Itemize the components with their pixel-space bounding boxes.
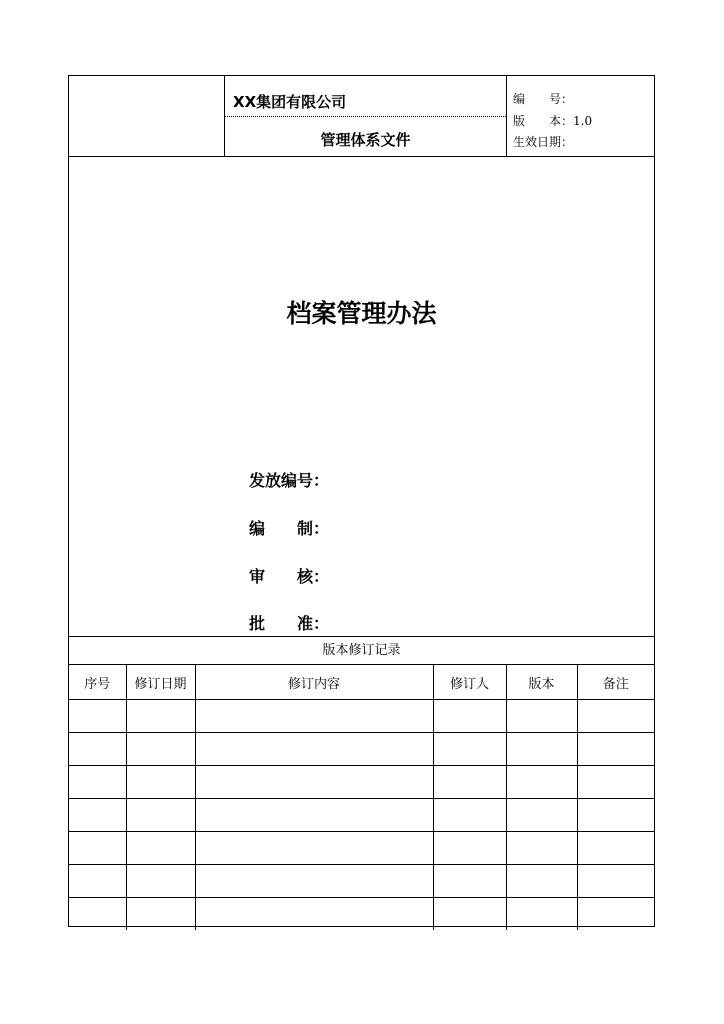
table-cell [433, 766, 506, 799]
table-cell [433, 733, 506, 766]
header-divider [225, 116, 506, 117]
table-cell [506, 865, 577, 898]
table-cell [126, 832, 195, 865]
table-cell [195, 898, 433, 931]
effective-date-label: 生效日期： [513, 135, 574, 149]
table-cell [69, 733, 126, 766]
col-remarks-header: 备注 [577, 665, 654, 700]
table-row [69, 700, 654, 733]
table-cell [126, 799, 195, 832]
version-label: 版 本： [513, 114, 574, 128]
table-cell [433, 865, 506, 898]
table-cell [126, 700, 195, 733]
table-row [69, 766, 654, 799]
table-row [69, 898, 654, 931]
table-cell [433, 700, 506, 733]
col-date-header: 修订日期 [126, 665, 195, 700]
table-cell [506, 700, 577, 733]
issue-number-label: 发放编号： [249, 471, 330, 490]
company-name: XX集团有限公司 [233, 93, 347, 111]
revision-table [69, 665, 654, 930]
prepared-by-label: 编 制： [249, 519, 330, 538]
header-meta-cell [507, 76, 654, 156]
header-title-cell [225, 76, 507, 156]
table-cell [69, 799, 126, 832]
col-seq-header: 序号 [69, 665, 126, 700]
table-row [69, 865, 654, 898]
revision-table-caption: 版本修订记录 [69, 636, 654, 665]
table-cell [126, 766, 195, 799]
table-cell [195, 832, 433, 865]
table-cell [195, 766, 433, 799]
table-cell [69, 898, 126, 931]
table-cell [69, 766, 126, 799]
table-cell [69, 700, 126, 733]
table-cell [433, 898, 506, 931]
table-cell [577, 799, 654, 832]
approved-by-label: 批 准： [249, 614, 330, 633]
table-cell [577, 865, 654, 898]
table-cell [195, 865, 433, 898]
table-cell [506, 898, 577, 931]
table-cell [433, 799, 506, 832]
table-cell [577, 733, 654, 766]
doc-type: 管理体系文件 [320, 131, 411, 149]
table-row [69, 733, 654, 766]
table-cell [577, 766, 654, 799]
document-frame [68, 75, 655, 927]
table-cell [506, 799, 577, 832]
table-cell [577, 898, 654, 931]
reviewed-by-label: 审 核： [249, 567, 330, 586]
table-cell [195, 700, 433, 733]
table-cell [506, 766, 577, 799]
table-cell [126, 865, 195, 898]
table-cell [195, 799, 433, 832]
table-cell [126, 898, 195, 931]
version-value: 1.0 [573, 114, 593, 128]
doc-number-label: 编 号： [513, 92, 574, 106]
table-cell [433, 832, 506, 865]
col-content-header: 修订内容 [195, 665, 433, 700]
table-cell [577, 700, 654, 733]
revision-header-row [69, 665, 654, 700]
table-cell [506, 733, 577, 766]
table-cell [195, 733, 433, 766]
logo-cell [69, 76, 225, 156]
version-line [513, 112, 592, 129]
document-header [69, 76, 654, 157]
table-cell [577, 832, 654, 865]
document-title: 档案管理办法 [286, 299, 437, 328]
table-cell [69, 865, 126, 898]
col-reviser-header: 修订人 [433, 665, 506, 700]
table-row [69, 799, 654, 832]
table-cell [126, 733, 195, 766]
col-version-header: 版本 [506, 665, 577, 700]
table-row [69, 832, 654, 865]
table-cell [506, 832, 577, 865]
table-cell [69, 832, 126, 865]
